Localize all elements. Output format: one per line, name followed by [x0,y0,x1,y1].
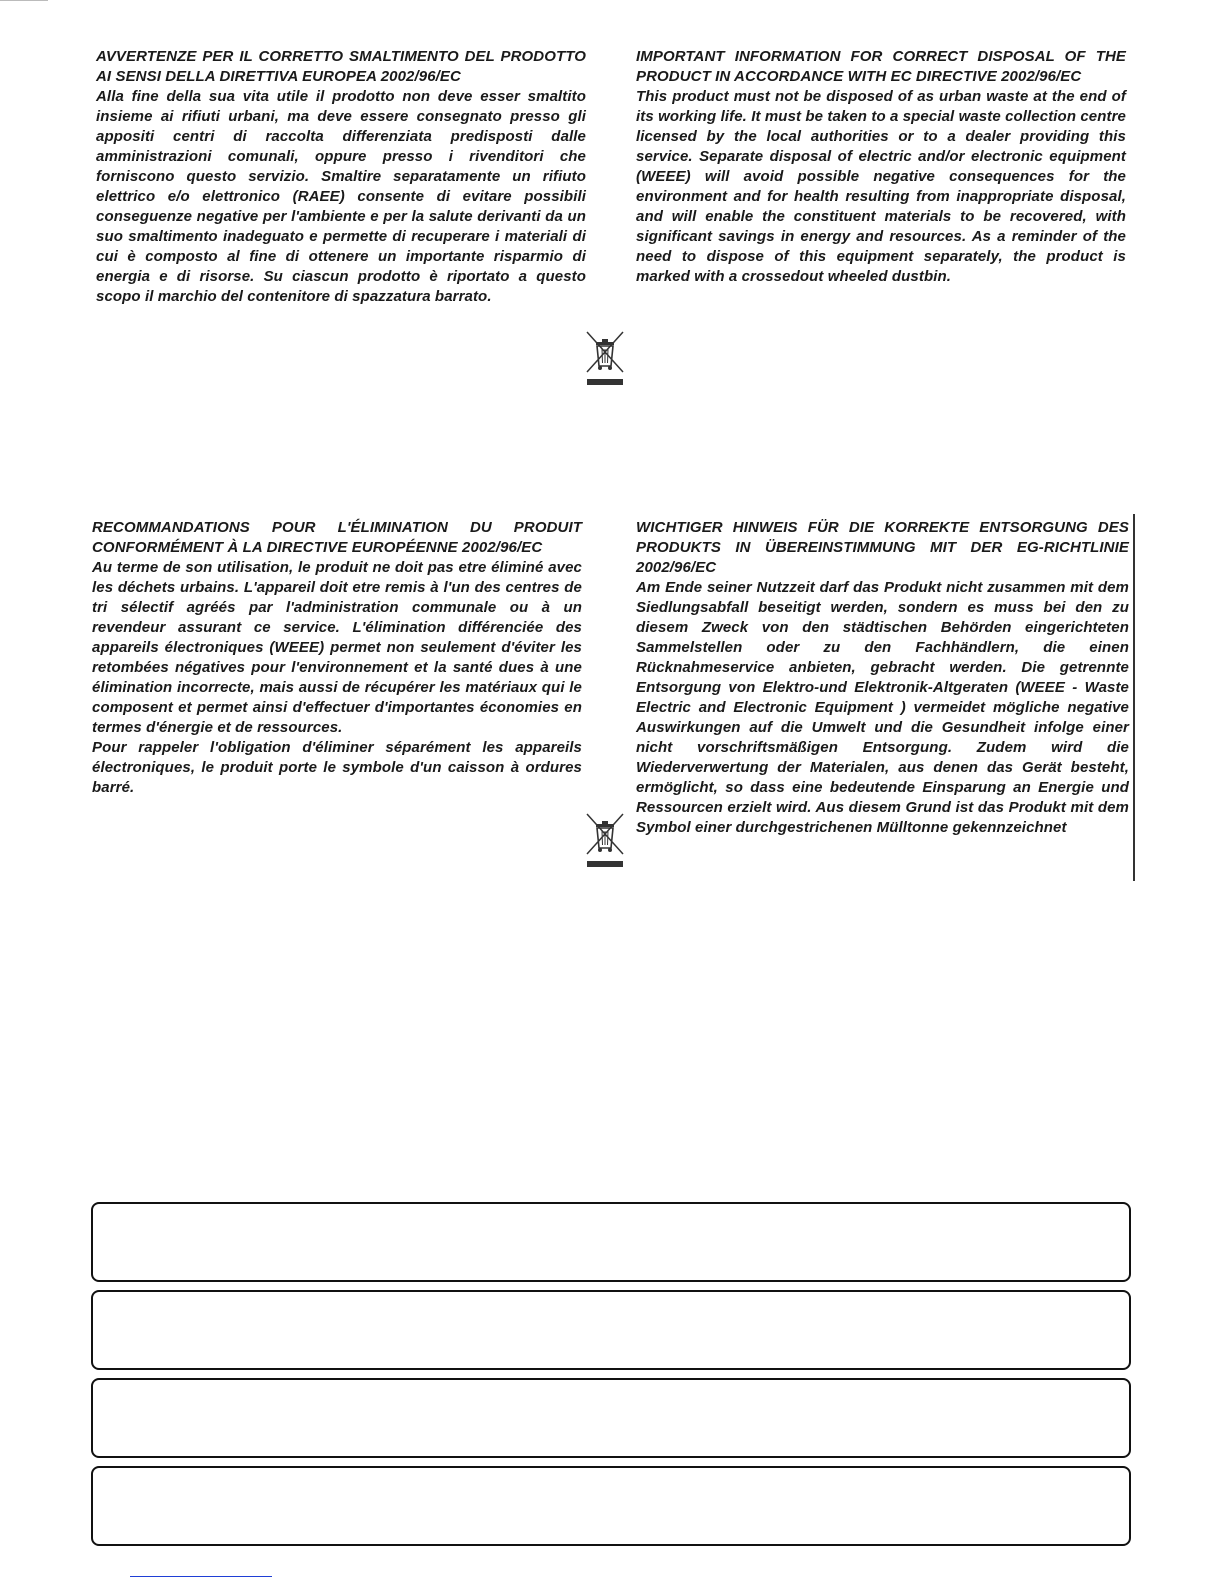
german-side-rule [1133,514,1135,881]
empty-info-box [91,1290,1131,1370]
french-body-2: Pour rappeler l'obligation d'éliminer séparément les appareils électroniques, le produit porte le symbole d'un caisson à ordures barré. [92,739,582,796]
top-rule [0,0,48,1]
italian-notice [96,47,586,307]
english-body: This product must not be disposed of as urban waste at the end of its working life. It must be taken to a special waste collection centre licensed by the local authorities or to a dealer providing this service. Separate disposal of electric and/or electronic equipment (WEEE) will avoid possible negative consequences for the environment and for health resulting from inappropriate disposal, and will enable the constituent materials to be recovered, with significant savings in energy and resources. As a reminder of the need to dispose of this equipment separately, the product is marked with a crossedout wheeled dustbin. [636,88,1126,285]
crossed-out-wheeled-bin-icon [583,812,627,870]
empty-info-box [91,1202,1131,1282]
french-heading: RECOMMANDATIONS POUR L'ÉLIMINATION DU PRODUIT CONFORMÉMENT À LA DIRECTIVE EUROPÉENNE 2002/96/EC [92,519,582,556]
german-notice [636,518,1129,838]
french-notice [92,518,582,798]
italian-heading: AVVERTENZE PER IL CORRETTO SMALTIMENTO DEL PRODOTTO AI SENSI DELLA DIRETTIVA EUROPEA 2002/96/EC [96,48,586,85]
english-heading: IMPORTANT INFORMATION FOR CORRECT DISPOSAL OF THE PRODUCT IN ACCORDANCE WITH EC DIRECTIVE 2002/96/EC [636,48,1126,85]
french-body: Au terme de son utilisation, le produit ne doit pas etre éliminé avec les déchets urbains. L'appareil doit etre remis à l'un des centres de tri sélectif agréés par l'administration communale ou à un revendeur assurant ce service. L'élimination différenciée des appareils électroniques (WEEE) permet non seulement d'éviter les retombées négatives pour l'environnement et la santé dues à une élimination incorrecte, mais aussi de récupérer les matériaux qui le composent et permet ainsi d'effectuer d'importantes économies en termes d'énergie et de ressources. [92,559,582,736]
german-body: Am Ende seiner Nutzzeit darf das Produkt nicht zusammen mit dem Siedlungsabfall beseitigt werden, sondern es muss bei den zu diesem Zweck von den städtischen Behörden eingerichteten Sammelstellen oder zu den Fachhändlern, die einen Rücknahmeservice anbieten, gebracht werden. Die getrennte Entsorgung von Elektro-und Elektronik-Altgeraten (WEEE - Waste Electric and Electronic Equipment ) vermeidet mögliche negative Auswirkungen auf die Umwelt und die Gesundheit infolge einer nicht vorschriftsmäßigen Entsorgung. Zudem wird die Wiederverwertung der Materialen, aus denen das Gerät besteht, ermöglicht, so dass eine bedeutende Einsparung an Energie und Ressourcen erzielt wird. Aus diesem Grund ist das Produkt mit dem Symbol einer durchgestrichenen Mülltonne gekennzeichnet [636,579,1129,836]
footer-underline [130,1576,272,1577]
empty-info-box [91,1378,1131,1458]
crossed-out-wheeled-bin-icon [583,330,627,388]
english-notice [636,47,1126,287]
empty-info-box [91,1466,1131,1546]
german-heading: WICHTIGER HINWEIS FÜR DIE KORREKTE ENTSORGUNG DES PRODUKTS IN ÜBEREINSTIMMUNG MIT DER EG-RICHTLINIE 2002/96/EC [636,519,1129,576]
italian-body: Alla fine della sua vita utile il prodotto non deve esser smaltito insieme ai rifiuti urbani, ma deve essere consegnato presso gli appositi centri di raccolta differenziata predisposti dalle amministrazioni comunali, oppure presso i rivenditori che forniscono questo servizio. Smaltire separatamente un rifiuto elettrico e/o elettronico (RAEE) consente di evitare possibili conseguenze negative per l'ambiente e per la salute derivanti da un suo smaltimento inadeguato e permette di recuperare i materiali di cui è composto al fine di ottenere un importante risparmio di energia e di risorse. Su ciascun prodotto è riportato a questo scopo il marchio del contenitore di spazzatura barrato. [96,88,586,305]
